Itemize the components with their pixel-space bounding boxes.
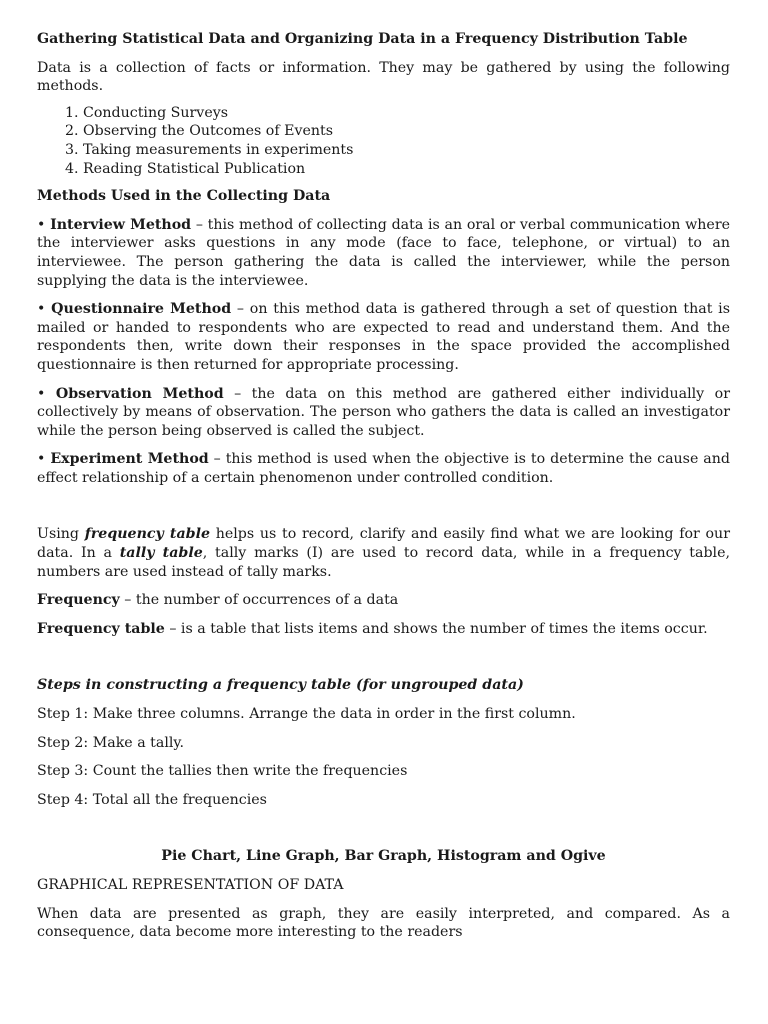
list-item: 3. Taking measurements in experiments [83,141,730,160]
definition-term: Frequency table [37,620,165,637]
section-title-gathering: Gathering Statistical Data and Organizing Data in a Frequency Distribution Table [37,31,688,47]
method-description: – the data on this method are gathered either individually or collectively by means of observation. The person who gathers the data is called an investigator while the person being observed is called the subject. [37,385,730,439]
intro-paragraph: Data is a collection of facts or information. They may be gathered by using the following methods. [37,59,730,95]
term-frequency-table: frequency table [84,526,211,543]
list-item: 2. Observing the Outcomes of Events [83,122,730,141]
method-term: Questionnaire Method [51,301,232,318]
spacer [37,648,730,676]
method-term: Observation Method [55,385,224,402]
term-tally-table: tally table [119,545,203,562]
step-item: Step 4: Total all the frequencies [37,791,267,808]
bullet: • [37,216,46,233]
definition-text: – is a table that lists items and shows the number of times the items occur. [164,620,708,637]
document-page [37,30,730,952]
section-title-graphs: Pie Chart, Line Graph, Bar Graph, Histogram and Ogive [161,848,606,865]
spacer [37,497,730,525]
methods-list [37,104,730,178]
method-experiment [37,450,730,487]
bullet: • [37,451,46,468]
definition-frequency [37,591,730,610]
step-item: Step 1: Make three columns. Arrange the data in order in the first column. [37,706,576,723]
section-subtitle: GRAPHICAL REPRESENTATION OF DATA [37,877,344,893]
method-description: – this method of collecting data is an oral or verbal communication where the interviewer asks questions in any mode (face to face, telephone, or virtual) to an interviewee. The person gathering the data is called the interviewer, while the person supplying the data is the interviewee. [37,216,730,289]
frequency-table-paragraph [37,525,730,581]
text-run: helps us to record, clarify and easily find what we are looking for our data. In a [37,526,730,562]
bullet: • [37,301,46,318]
spacer [37,819,730,847]
method-description: – on this method data is gathered through a set of question that is mailed or handed to respondents who are expected to read and understand them. And the respondents then, write down their responses in the space provided the accomplished questionnaire is then returned for appropriate processing. [37,301,731,373]
list-item: 1. Conducting Surveys [83,104,730,123]
definition-term: Frequency [37,592,120,609]
text-run: , tally marks (I) are used to record data, while in a frequency table, numbers are used instead of tally marks. [37,545,730,580]
method-term: Interview Method [50,216,192,233]
text-run: Using [37,526,85,543]
step-item: Step 3: Count the tallies then write the frequencies [37,763,408,780]
method-questionnaire [37,300,730,374]
method-term: Experiment Method [50,451,209,468]
list-item: 4. Reading Statistical Publication [83,160,730,179]
graphs-paragraph: When data are presented as graph, they are easily interpreted, and compared. As a consequence, data become more interesting to the readers [37,905,730,941]
method-description: – this method is used when the objective is to determine the cause and effect relationship of a certain phenomenon under controlled condition. [37,451,730,486]
bullet: • [37,385,46,402]
method-interview [37,216,730,290]
definition-frequency-table [37,620,730,639]
step-item: Step 2: Make a tally. [37,734,185,751]
section-title-steps: Steps in constructing a frequency table (for ungrouped data) [37,677,524,694]
definition-text: – the number of occurrences of a data [119,592,399,609]
method-observation [37,385,730,441]
section-title-methods: Methods Used in the Collecting Data [37,188,331,205]
